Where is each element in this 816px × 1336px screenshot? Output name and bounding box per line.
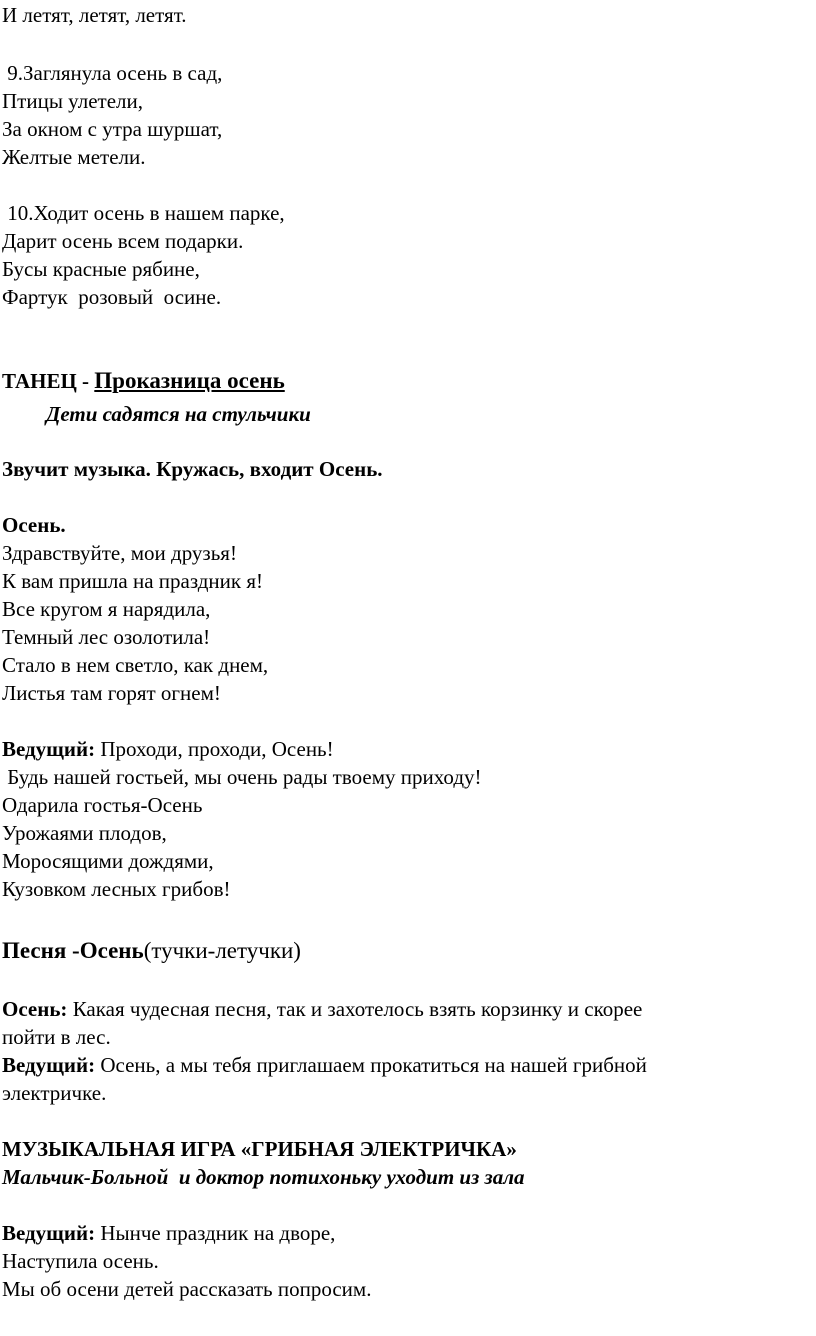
osen-line bbox=[2, 996, 642, 1022]
poem-line: Наступила осень. bbox=[2, 1249, 159, 1273]
song-heading bbox=[2, 937, 301, 965]
poem-line: Урожаями плодов, bbox=[2, 821, 167, 845]
poem-line: И летят, летят, летят. bbox=[2, 3, 187, 27]
osen-text: Какая чудесная песня, так и захотелось взять корзинку и скорее bbox=[67, 997, 643, 1021]
host-line bbox=[2, 1052, 647, 1078]
speaker-label-host: Ведущий: bbox=[2, 737, 96, 761]
poem-line: К вам пришла на праздник я! bbox=[2, 569, 264, 593]
speaker-label-osen: Осень: bbox=[2, 997, 68, 1021]
poem-line: Мы об осени детей рассказать попросим. bbox=[2, 1277, 372, 1301]
poem-line: Птицы улетели, bbox=[2, 89, 144, 113]
poem-line: Стало в нем светло, как днем, bbox=[2, 653, 269, 677]
poem-line: Темный лес озолотила! bbox=[2, 625, 211, 649]
poem-line: Фартук розовый осине. bbox=[2, 285, 222, 309]
stage-direction: Мальчик-Больной и доктор потихоньку уходит из зала bbox=[2, 1165, 525, 1189]
poem-line: Листья там горят огнем! bbox=[2, 681, 221, 705]
poem-line: Моросящими дождями, bbox=[2, 849, 214, 873]
dance-prefix: ТАНЕЦ - bbox=[2, 369, 95, 393]
dance-title: Проказница осень bbox=[94, 368, 285, 393]
poem-line: Дарит осень всем подарки. bbox=[2, 229, 244, 253]
dance-heading bbox=[2, 368, 285, 394]
poem-line: Кузовком лесных грибов! bbox=[2, 877, 231, 901]
poem-line: За окном с утра шуршат, bbox=[2, 117, 223, 141]
host-text: Проходи, проходи, Осень! bbox=[95, 737, 334, 761]
game-title: МУЗЫКАЛЬНАЯ ИГРА «ГРИБНАЯ ЭЛЕКТРИЧКА» bbox=[2, 1137, 517, 1161]
song-subtitle: (тучки-летучки) bbox=[143, 938, 301, 963]
poem-stanza-9-line-1: 9.Заглянула осень в сад, bbox=[2, 61, 223, 85]
host-text: Нынче праздник на дворе, bbox=[95, 1221, 336, 1245]
text-line: электричке. bbox=[2, 1081, 107, 1105]
text-line: пойти в лес. bbox=[2, 1025, 111, 1049]
song-title: Песня -Осень bbox=[2, 938, 144, 963]
host-line bbox=[2, 736, 334, 762]
host-line bbox=[2, 1220, 335, 1246]
poem-line: Желтые метели. bbox=[2, 145, 146, 169]
poem-line: Будь нашей гостьей, мы очень рады твоему приходу! bbox=[2, 765, 482, 789]
stage-direction-bold: Звучит музыка. Кружась, входит Осень. bbox=[2, 457, 383, 481]
speaker-label-host: Ведущий: bbox=[2, 1053, 96, 1077]
poem-line: Одарила гостья-Осень bbox=[2, 793, 203, 817]
poem-line: Бусы красные рябине, bbox=[2, 257, 200, 281]
stage-direction: Дети садятся на стульчики bbox=[46, 402, 311, 426]
speaker-label-osen: Осень. bbox=[2, 513, 66, 537]
poem-line: Все кругом я нарядила, bbox=[2, 597, 211, 621]
host-text: Осень, а мы тебя приглашаем прокатиться на нашей грибной bbox=[95, 1053, 647, 1077]
speaker-label-host: Ведущий: bbox=[2, 1221, 96, 1245]
poem-line: Здравствуйте, мои друзья! bbox=[2, 541, 237, 565]
poem-stanza-10-line-1: 10.Ходит осень в нашем парке, bbox=[2, 201, 285, 225]
